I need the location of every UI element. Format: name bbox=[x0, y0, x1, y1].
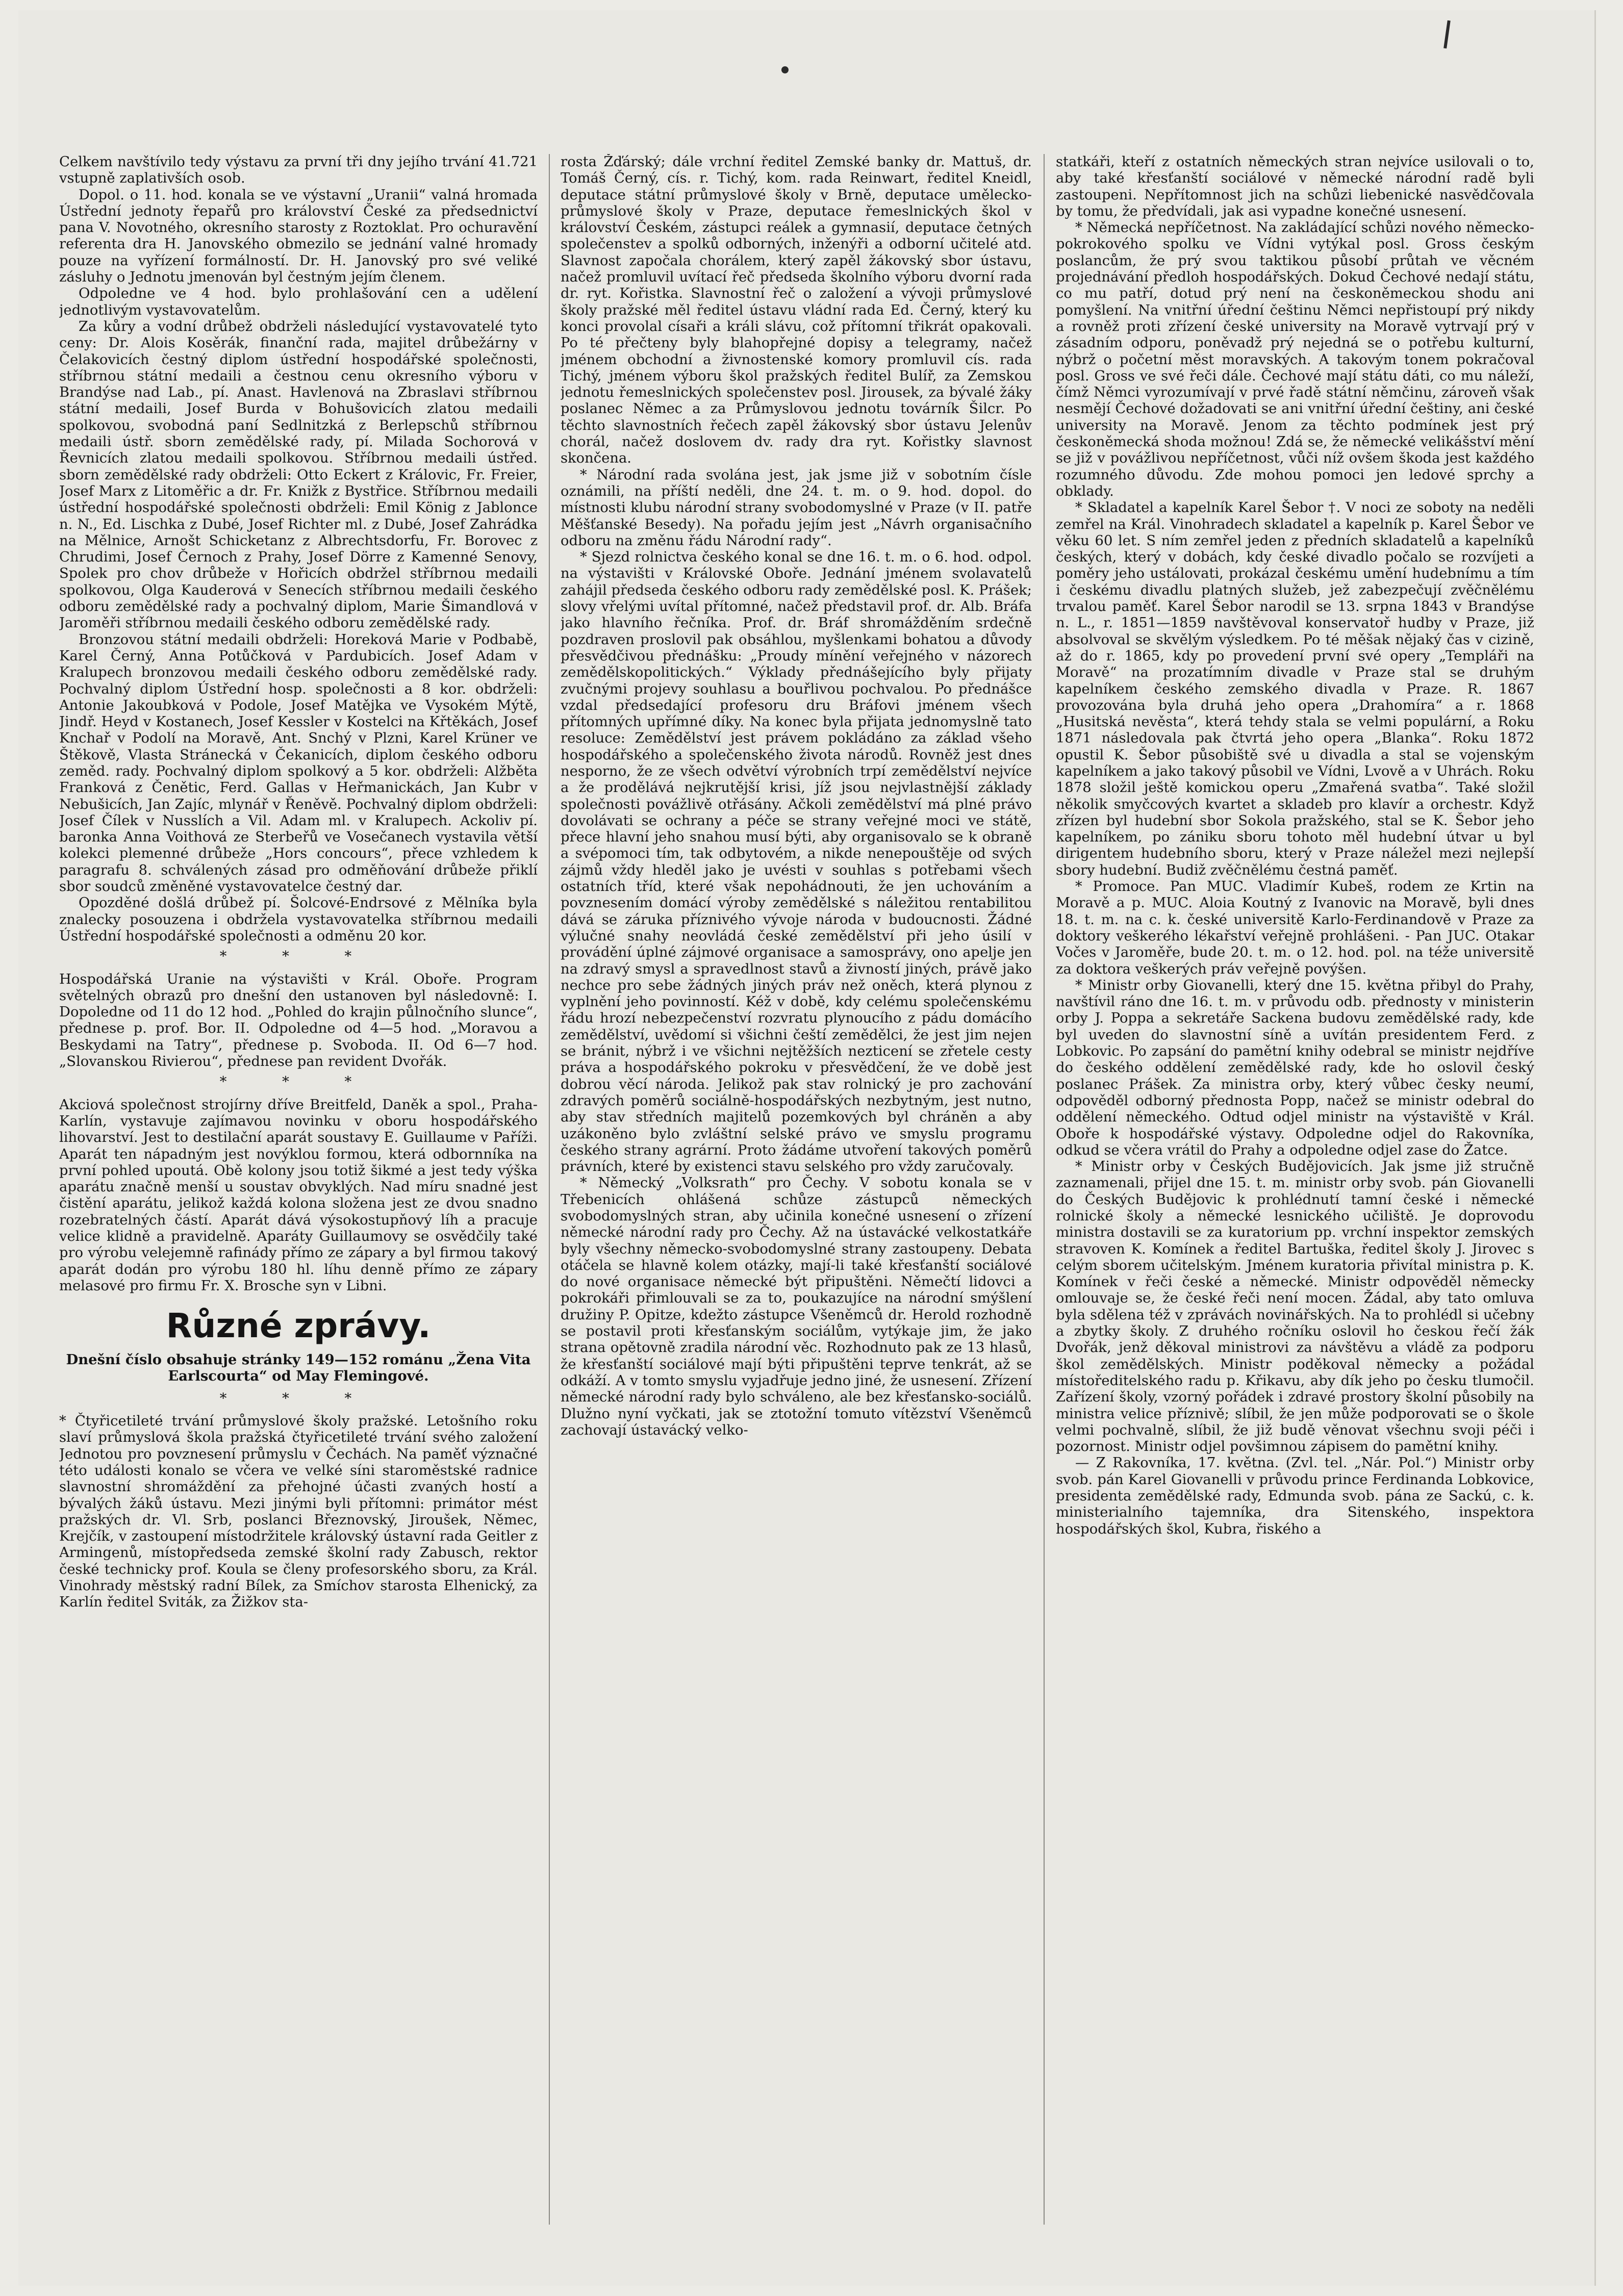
page-dot-mark bbox=[781, 66, 789, 73]
article-paragraph: * Německá nepříčetnost. Na zakládající schůzi nového německo-pokrokového spolku ve Vídni vytýkal posl. Gross českým poslancům, že prý svou taktikou působí průtah ve věcném projednávání předloh hospodářských. Dokud Čechové nedají státu, co mu patří, dotud prý není na českoněmeckou shodu ani pomyšlení. Na vnitřní úřední češtinu Němci nepřistoupí prý nikdy a rovněž proti zřízení české university na Moravě vytrvají prý v zásadním odporu, poněvadž prý nejedná se o potřebu kulturní, nýbrž o početní měst moravských. A takovým tonem pokračoval posl. Gross ve své řeči dále. Čechové mají státu dáti, co mu náleží, čímž Němci vyrozumívají v prvé řadě státní němčinu, zároveň však nesmějí Čechové dožadovati se ani vnitřní úřední češtiny, ani české university na Moravě. Jenom za těchto podmínek jest prý českoněmecká shoda možnou! Zdá se, že německé velikášství mění se již v povážlivou nepříčetnost, vůči níž ovšem škoda jest každého rozumného důvodu. Zde mohou pomoci jen ledové sprchy a obklady. bbox=[1056, 220, 1534, 499]
article-paragraph: Celkem navštívilo tedy výstavu za první tři dny jejího trvání 41.721 vstupně zaplativších osob. bbox=[59, 154, 538, 187]
newspaper-page bbox=[18, 10, 1596, 2286]
section-heading: Různé zprávy. bbox=[166, 1306, 431, 1346]
article-paragraph: * Sjezd rolnictva českého konal se dne 16. t. m. o 6. hod. odpol. na výstavišti v Královské Oboře. Jednání jménem svolavatelů zahájil předseda českého odboru rady zemědělské posl. K. Prášek; slovy vřelými uvítal přítomné, načež představil prof. dr. Alb. Bráfa jako hlavního řečníka. Prof. dr. Bráf shromážděním srdečně pozdraven proslovil pak obsáhlou, myšlenkami bohatou a důvody přesvědčivou přednášku: „Proudy mínění veřejného v názorech zemědělskopolitických.“ Výklady přednášejícího byly přijaty zvučnými projevy souhlasu a bouřlivou pochvalou. Po přednášce vzdal předsedající profesoru dru Bráfovi jménem všech přítomných upřímné díky. Na konec byla přijata jednomyslně tato resoluce: Zemědělství jest právem pokládáno za základ všeho hospodářského a společenského života národů. Rovněž jest dnes nesporno, že ze všech odvětví výrobních trpí zemědělství nejvíce a že prodělává nejkrutější krisi, jíž jsou nejvlastnější základy společnosti povážlivě otřásány. Ačkoli zemědělství má plné právo dovolávati se ochrany a péče se strany veřejné moci ve státě, přece hlavní jeho snahou musí býti, aby organisovalo se k obraně a svépomoci tím, tak odbytovém, a nikde nenepouštěje od svých zájmů vždy hleděl jako je uvésti v souhlas s potřebami všech ostatních tříd, které však nepohádnouti, že jen uchováním a povznesením domácí výroby zemědělské s náležitou rentabilitou dává se záruka příznivého vývoje národa v budoucnosti. Žádné výlučné snahy neovládá české zemědělství při jeho úsilí v provádění úplné zájmové organisace a samosprávy, ono apelje jen na zdravý smysl a spravedlnost stavů a živností jiných, právě jako nechce pro sebe žádných jiných práv než oněch, která plynou z vyplnění jeho povinností. Kéž v době, kdy celému společenskému řádu hrozí nebezpečenství rozvratu plynoucího z pádu domácího zemědělství, uvědomí si všichni čeští zemědělci, že jest jim nejen se bránit, nýbrž i ve všichni nejtěžších nezticení se zřetele cesty práva a hospodářského pokroku v přesvědčení, že ve době jest dobrou věcí národa. Jelikož pak stav rolnický je pro zachování zdravých poměrů sociálně-hospodářských nezbytným, jest nutno, aby stav středních majitelů pozemkových byl chráněn a aby uzákoněno bylo zvláštní selské právo ve smyslu programu českého strany agrární. Proto žádáme utvoření takových poměrů právních, které by existenci stavu selského pro vždy zaručovaly. bbox=[561, 549, 1032, 1175]
article-paragraph: Odpoledne ve 4 hod. bylo prohlašování cen a udělení jednotlivým vystavovatelům. bbox=[59, 286, 538, 318]
article-paragraph: Hospodářská Uranie na výstavišti v Král. Oboře. Program světelných obrazů pro dnešní den ustanoven byl následovně: I. Dopoledne od 11 do 12 hod. „Pohled do krajin půlnočního slunce“, přednese p. prof. Bor. II. Odpoledne od 4—5 hod. „Moravou a Beskydami na Tatry“, přednese p. Svoboda. II. Od 6—7 hod. „Slovanskou Rivierou“, přednese pan revident Dvořák. bbox=[59, 971, 538, 1070]
article-paragraph: * Skladatel a kapelník Karel Šebor †. V noci ze soboty na neděli zemřel na Král. Vinohradech skladatel a kapelník p. Karel Šebor ve věku 60 let. S ním zemřel jeden z předních skladatelů a kapelníků českých, který v dobách, kdy české divadlo počalo se rozvíjeti a poměry jeho ustálovati, prokázal českému umění hudebnímu a tím i českému divadlu platných služeb, jež zabezpečují zvěčnělému trvalou paměť. Karel Šebor narodil se 13. srpna 1843 v Brandýse n. L., r. 1851—1859 navštěvoval konservatoř hudby v Praze, již absolvoval se skvělým výsledkem. Po té měšak nějaký čas v cizině, až do r. 1865, kdy po provedení první své opery „Templáři na Moravě“ na prozatímním divadle v Praze stal se druhým kapelníkem českého zemského divadla v Praze. R. 1867 provozována byla druhá jeho opera „Drahomíra“ a r. 1868 „Husitská nevěsta“, která tehdy stala se velmi populární, a Roku 1871 následovala pak čtvrtá jeho opera „Blanka“. Roku 1872 opustil K. Šebor působiště své u divadla a stal se vojenským kapelníkem a jako takový působil ve Vídni, Lvově a v Uhrách. Roku 1878 složil ještě komickou operu „Zmařená svatba“. Také složil několik smyčcových kvartet a skladeb pro klavír a orchestr. Když zřízen byl hudební sbor Sokola pražského, stal se K. Šebor jeho kapelníkem, po zániku sboru tohoto měl hudební útvar u byl dirigentem hudebního sboru, který v Praze náležel mezi nejlepší sbory hudební. Budiž zvěčnělému čestná paměť. bbox=[1056, 500, 1534, 878]
column-left bbox=[59, 154, 538, 2225]
article-paragraph: * Ministr orby Giovanelli, který dne 15. května přibyl do Prahy, navštívil ráno dne 16. t. m. v průvodu odb. přednosty v ministerin orby J. Poppa a sekretáře Sackena budovu zemědělské rady, kde byl uveden do slavnostní síně a uvítán presidentem Ferd. z Lobkovic. Po zapsání do pamětní knihy odebral se ministr nejdříve do českého oddělení zemědělské rady, kde ho oslovil český poslanec Prášek. Za ministra orby, který vůbec česky neumí, odpověděl odborný přednosta Popp, načež se ministr odebral do oddělení německého. Odtud odjel ministr na výstaviště v Král. Oboře k hospodářské výstavy. Odpoledne odjel do Rakovníka, odkud se včera vrátil do Prahy a odpoledne odjel zase do Žatce. bbox=[1056, 977, 1534, 1158]
column-rule-left bbox=[549, 154, 550, 2225]
article-paragraph: * Národní rada svolána jest, jak jsme již v sobotním čísle oznámili, na příští neděli, dne 24. t. m. o 9. hod. dopol. do místnosti klubu národní strany svobodomyslné v Praze (v II. patře Měšťanské Besedy). Na pořadu jejím jest „Návrh organisačního odboru na změnu řádu Národní rady“. bbox=[561, 467, 1032, 549]
novel-notice: Dnešní číslo obsahuje stránky 149—152 románu „Žena Vita Earlscourta“ od May Flemingové. bbox=[66, 1351, 531, 1385]
article-paragraph: — Z Rakovníka, 17. května. (Zvl. tel. „Nár. Pol.“) Ministr orby svob. pán Karel Giovanelli v průvodu prince Ferdinanda Lobkovice, presidenta zemědělské rady, Edmunda svob. pána ze Sackú, c. k. ministerialního tajemníka, dra Sitenského, inspektora hospodářských škol, Kubra, řiského a bbox=[1056, 1455, 1534, 1537]
article-paragraph: Dopol. o 11. hod. konala se ve výstavní „Uranii“ valná hromada Ústřední jednoty řepařů pro království České za předsednictví pana V. Novotného, okresního starosty z Roztoklat. Pro ochuravění referenta dra H. Janovského obmezilo se jednání valné hromady pouze na vyřízení formálností. Dr. H. Janovský pro své veliké zásluhy o Jednotu jmenován byl čestným jejím členem. bbox=[59, 187, 538, 286]
section-separator: * * * bbox=[219, 1390, 377, 1407]
column-rule-right bbox=[1044, 154, 1045, 2225]
article-paragraph: Akciová společnost strojírny dříve Breitfeld, Daněk a spol., Praha-Karlín, vystavuje zajímavou novinku v oboru hospodářského lihovarství. Jest to destilační aparát soustavy E. Guillaume v Paříži. Aparát ten nápadným jest novýklou formou, která odbornníka na první pohled upoutá. Obě kolony jsou totiž šikmé a jest tedy výška aparátu značně menší u soustav obvyklých. Nad míru snadné jest čistění aparátu, jelikož každá kolona složena jest ze dvou snadno rozebratelných částí. Aparát dává výsokostupňový líh a pracuje velice klidně a pravidelně. Aparáty Guillaumovy se osvědčily také pro výrobu velejemně rafinády přímo ze zápary a byl firmou takový aparát dodán pro výrobu 180 hl. líhu denně přímo ze zápary melasové pro firmu Fr. X. Brosche syn v Libni. bbox=[59, 1096, 538, 1294]
article-paragraph: Bronzovou státní medaili obdrželi: Horeková Marie v Podbabě, Karel Černý, Anna Potůčková v Pardubicích. Josef Adam v Kralupech bronzovou medaili českého odboru zemědělské rady. Pochvalný diplom Ústřední hosp. společnosti a 8 kor. obdrželi: Antonie Jakoubková v Podole, Josef Matějka ve Vysokém Mýtě, Jindř. Heyd v Kostanech, Josef Kessler v Kostelci na Křtěkách, Josef Knchař v Podolí na Moravě, Ant. Snchý v Plzni, Karel Krüner ve Štěkově, Vlasta Stránecká v Čekanicích, diplom českého odboru zeměd. rady. Pochvalný diplom spolkový a 5 kor. obdrželi: Alžběta Franková z Čenětic, Ferd. Gallas v Heřmanickách, Jan Kubr v Nebušicích, Jan Zajíc, mlynář v Řeněvě. Pochvalný diplom obdrželi: Josef Čílek v Nusslích a Vil. Adam ml. v Kralupech. Ackoliv pí. baronka Anna Voithová ze Sterbeřů ve Vosečanech vystavila větší kolekci plemenné drůbeže „Hors concours“, přece vzhledem k paragrafu 8. schválených zásad pro odměňování drůbeže přiklí sbor soudců změněné vystavovatelce čestný dar. bbox=[59, 631, 538, 895]
article-paragraph: * Promoce. Pan MUC. Vladimír Kubeš, rodem ze Krtin na Moravě a p. MUC. Aloia Koutný z Ivanovic na Moravě, byli dnes 18. t. m. na c. k. české universitě Karlo-Ferdinandově v Praze za doktory veškerého lékařství veřejně prohlášeni. - Pan JUC. Otakar Vočes v Jaroměře, bude 20. t. m. o 12. hod. pol. na téže universitě za doktora veškerých práv veřejně povýšen. bbox=[1056, 879, 1534, 977]
article-paragraph: rosta Žďárský; dále vrchní ředitel Zemské banky dr. Mattuš, dr. Tomáš Černý, cís. r. Tichý, kom. rada Reinwart, ředitel Kneidl, deputace státní průmyslové školy v Brně, deputace umělecko-průmyslové školy v Praze, deputace řemeslnických škol v království Českém, zástupci reálek a gymnasií, deputace četných společenstev a spolků odborných, inženýři a odborní učitelé atd. Slavnost započala chorálem, který zapěl žákovský sbor ústavu, načež promluvil uvítací řeč předseda školního výboru dvorní rada dr. ryt. Kořistka. Slavnostní řeč o založení a vývoji průmyslové školy pražské měl ředitel ústavu vládní rada Ed. Černý, který ku konci provolal císaři a králi slávu, což přítomní třikrát opakovali. Po té přečteny byly blahopřejné dopisy a telegramy, načež jménem obchodní a živnostenské komory promluvil cís. rada Tichý, jménem výboru škol pražských ředitel Bulíř, za Zemskou jednotu řemeslnických společenstev posl. Jirousek, za bývalé žáky poslanec Němec a za Průmyslovou jednotu továrník Šilcr. Po těchto slavnostních řečech zapěl žákovský sbor ústavu Jelenův chorál, načež doslovem dv. rady dra ryt. Kořistky slavnost skončena. bbox=[561, 154, 1032, 467]
article-paragraph: Opozděné došlá drůbež pí. Šolcové-Endrsové z Mělníka byla znalecky posouzena i obdržela vystavovatelka stříbrnou medaili Ústřední hospodářské společnosti a odměnu 20 kor. bbox=[59, 895, 538, 944]
article-paragraph: * Ministr orby v Českých Budějovicích. Jak jsme již stručně zaznamenali, přijel dne 15. t. m. ministr orby svob. pán Giovanelli do Českých Budějovic k prohlédnutí tamní české i německé rolnické školy a německé lesnického učiliště. Je doprovodu ministra dostavili se za kuratorium pp. vrchní inspektor zemských stravoven K. Komínek a ředitel Bartuška, ředitel školy J. Jirovec s celým sborem učitelským. Jménem kuratoria přivítal ministra p. K. Komínek v řeči české a německé. Ministr odpověděl německy omlouvaje se, že české řeči není mocen. Žádal, aby tato omluva byla sdělena též v zprávách novinářských. Na to prohlédl si učebny a zbytky školy. Z druhého ročníku oslovil ho českou řečí žák Dvořák, jenž děkoval ministrovi za návštěvu a vládě za podporu škol zemědělských. Ministr poděkoval německy a požádal místoředitelského radu p. Křikavu, aby dík jeho po česku tlumočil. Zařízení školy, vzorný pořádek i zdravé prostory školní působily na ministra velice příznivě; slíbil, že jen může podporovati se o škole velmi pochvalně, slíbil, že již budě věnovat všechnu svoji péči i pozornost. Ministr odjel povšimnou zápisem do pamětní knihy. bbox=[1056, 1159, 1534, 1455]
article-paragraph: * Německý „Volksrath“ pro Čechy. V sobotu konala se v Třebenicích ohlášená schůze zástupců německých svobodomyslných stran, aby učinila konečné usnesení o zřízení německé národní rady pro Čechy. Až na ústavácké velkostatkáře byly všechny německo-svobodomyslné strany zastoupeny. Debata otáčela se hlavně kolem otázky, mají-li také křesťanští sociálové do nové organisace německé být připuštěni. Němečtí lidovci a pokrokáři přimlouvali se za to, poukazujíce na národní smýšlení družiny P. Opitze, kdežto zástupce Všeněmců dr. Herold rozhodně se postavil proti křesťanským sociálům, vytýkaje jim, že jako strana opětovně zradila národní věc. Rozhodnuto pak ze 13 hlasů, že křesťanští sociálové mají býti připuštěni teprve tenkrát, až se odkáží. A v tomto smyslu vyjadřuje jedno jiné, že usnesení. Zřízení německé národní rady bylo schváleno, ale bez křesťansko-sociálů. Dlužno nyní vyčkati, jak se ztotožní tomuto vítězství Všeněmců zachovají ústavácký velko- bbox=[561, 1175, 1032, 1438]
section-separator: * * * bbox=[219, 1074, 377, 1090]
article-paragraph: statkáři, kteří z ostatních německých stran nejvíce usilovali o to, aby také křesťanští sociálové v německé národní radě byli zastoupeni. Nepřítomnost jich na schůzi liebenické nasvědčovala by tomu, že předvídali, jak asi vypadne konečné usnesení. bbox=[1056, 154, 1534, 219]
article-paragraph: * Čtyřicetileté trvání průmyslové školy pražské. Letošního roku slaví průmyslová škola pražská čtyřicetileté trvání svého založení Jednotou pro povznesení průmyslu v Čechách. Na paměť význačné této události konalo se včera ve velké síni staroměstské radnice slavnostní shromáždění za přehojné účasti zvaných hostí a bývalých žáků ústavu. Mezi jinými byli přítomni: primátor mést pražských dr. Vl. Srb, poslanci Březnovský, Jiroušek, Němec, Krejčík, v zastoupení místodržitele královský ústavní rada Geitler z Armingenů, místopředseda zemské školní rady Zabusch, rektor české technicky prof. Koula se členy profesorského sboru, za Král. Vinohrady městský radní Bílek, za Smíchov starosta Elhenický, za Karlín ředitel Sviták, za Žižkov sta- bbox=[59, 1413, 538, 1611]
column-right bbox=[1056, 154, 1534, 2225]
article-paragraph: Za kůry a vodní drůbež obdrželi následující vystavovatelé tyto ceny: Dr. Alois Kosěrák, finanční rada, majitel drůbežárny v Čelakovicích čestný diplom ústřední hospodářské společnosti, stříbrnou státní medaili a čestnou cenu okresního výboru v Brandýse nad Lab., pí. Anast. Havlenová na Zbraslavi stříbrnou státní medaili, Josef Burda v Bohušovicích zlatou medaili spolkovou, svobodná paní Sedlnitzká z Berlepschů stříbrnou medaili ústř. sborn zemědělské rady, pí. Milada Sochorová v Řevnicích zlatou medaili spolkovou. Stříbrnou medaili ústřed. sborn zemědělské rady obdrželi: Otto Eckert z Královic, Fr. Freier, Josef Marx z Litoměřic a dr. Fr. Knižk z Bystřice. Stříbrnou medaili ústřední hospodářské společnosti obdrželi: Emil König z Jablonce n. N., Ed. Lischka z Dubé, Josef Richter ml. z Dubé, Josef Zahrádka na Mělnice, Arnošt Schicketanz z Albrechtsdorfu, Fr. Borovec z Chrudimi, Josef Černoch z Prahy, Josef Dörre z Kamenné Senovy, Spolek pro chov drůbeže v Hořicích obdržel stříbrnou medaili spolkovou, Olga Kauderová v Senecích stříbrnou medaili českého odboru zemědělské rady a pochvalný diplom, Marie Šimandlová v Jaroměři stříbrnou medaili českého odboru zemědělské rady. bbox=[59, 318, 538, 631]
column-middle bbox=[561, 154, 1032, 2225]
page-edge-mark bbox=[1443, 20, 1451, 48]
section-separator: * * * bbox=[219, 949, 377, 965]
